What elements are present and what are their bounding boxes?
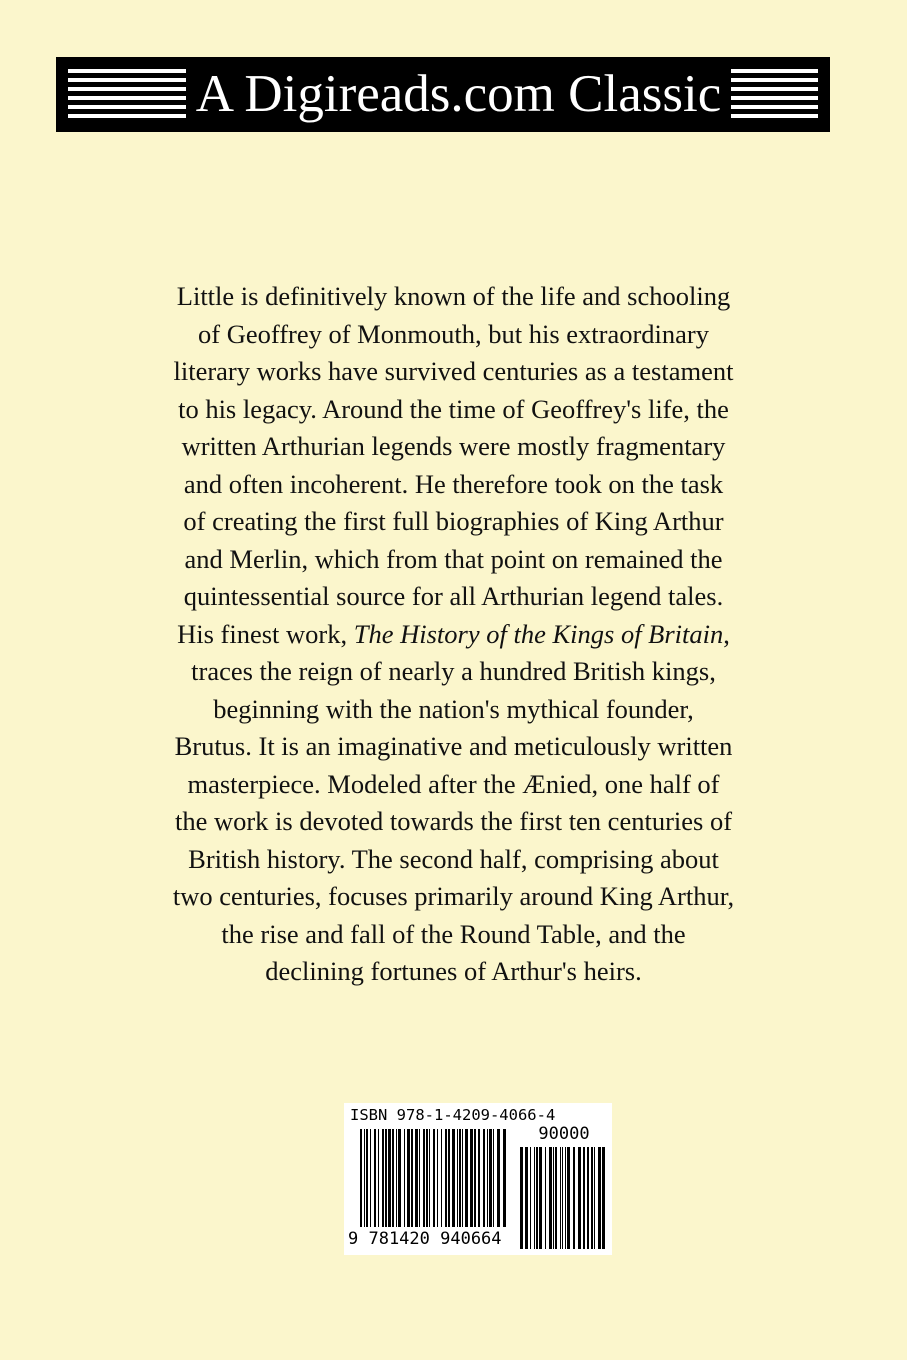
description-line: and often incoherent. He therefore took on the task bbox=[183, 468, 724, 499]
description-text: His finest work, bbox=[177, 618, 354, 649]
barcode-bar bbox=[497, 1129, 500, 1227]
description-line: masterpiece. Modeled after the Ænied, one half of bbox=[187, 768, 720, 799]
barcode-bar bbox=[539, 1147, 542, 1249]
barcode-bar bbox=[565, 1147, 566, 1249]
description-text: , bbox=[723, 618, 730, 649]
barcode-bar bbox=[419, 1129, 420, 1227]
description-line: beginning with the nation's mythical founder, bbox=[213, 693, 694, 724]
barcode-bar bbox=[587, 1147, 589, 1249]
barcode-bar bbox=[594, 1147, 595, 1249]
series-title: A Digireads.com Classic bbox=[186, 57, 731, 132]
description-line: British history. The second half, comprising about bbox=[188, 843, 719, 874]
barcode-bar bbox=[567, 1147, 570, 1249]
barcode-bar bbox=[470, 1129, 473, 1227]
description-line: the rise and fall of the Round Table, and the bbox=[221, 918, 686, 949]
barcode-bar bbox=[478, 1129, 480, 1227]
barcode-bar bbox=[415, 1129, 418, 1227]
barcode-bar bbox=[448, 1129, 450, 1227]
description-line: written Arthurian legends were mostly fragmentary bbox=[181, 431, 726, 461]
description-line: two centuries, focuses primarily around King Arthur, bbox=[172, 881, 735, 911]
barcode-bar bbox=[392, 1129, 394, 1227]
barcode-bar bbox=[536, 1147, 538, 1249]
barcode-bar bbox=[489, 1129, 492, 1227]
barcode-bar bbox=[457, 1129, 458, 1227]
barcode-bar bbox=[465, 1129, 468, 1227]
barcode-bar bbox=[429, 1129, 430, 1227]
barcode-bar bbox=[530, 1147, 531, 1249]
barcode-bar bbox=[591, 1147, 593, 1249]
description-line: declining fortunes of Arthur's heirs. bbox=[265, 956, 642, 986]
banner-stripes-left bbox=[68, 69, 186, 121]
barcode-bar bbox=[562, 1147, 563, 1249]
book-title: The History of the Kings of Britain bbox=[353, 618, 724, 649]
barcode-bar bbox=[426, 1129, 428, 1227]
barcode-bar bbox=[378, 1129, 379, 1227]
barcode-bar bbox=[364, 1129, 365, 1227]
barcode-bar bbox=[598, 1147, 601, 1249]
barcode-bar bbox=[553, 1147, 554, 1249]
series-banner bbox=[56, 57, 830, 132]
banner-stripes-right bbox=[731, 69, 818, 121]
barcode-bar bbox=[385, 1129, 387, 1227]
barcode-digits: 9 781420 940664 bbox=[348, 1229, 502, 1249]
barcode-bar bbox=[483, 1129, 485, 1227]
barcode-bar bbox=[602, 1147, 605, 1249]
isbn-barcode bbox=[344, 1103, 612, 1255]
barcode-bar bbox=[407, 1129, 410, 1227]
description-line: the work is devoted towards the first ten centuries of bbox=[174, 806, 733, 836]
barcode-bar bbox=[545, 1147, 546, 1249]
barcode-bar bbox=[437, 1129, 438, 1227]
barcode-bar bbox=[534, 1147, 535, 1249]
barcode-bar bbox=[366, 1129, 368, 1227]
barcode-bar bbox=[374, 1129, 376, 1227]
barcode-bar bbox=[560, 1147, 561, 1249]
barcode-bar bbox=[573, 1147, 575, 1249]
barcode-bar bbox=[474, 1129, 476, 1227]
description-line: of creating the first full biographies of King Arthur bbox=[183, 506, 724, 536]
barcode-bar bbox=[445, 1129, 447, 1227]
barcode-bar bbox=[360, 1129, 362, 1227]
barcode-bar bbox=[583, 1147, 585, 1249]
book-description bbox=[110, 278, 797, 991]
description-line: quintessential source for all Arthurian legend tales. bbox=[183, 581, 724, 611]
description-line: Brutus. It is an imaginative and meticulously written bbox=[174, 731, 733, 761]
barcode-bar bbox=[411, 1129, 413, 1227]
description-line: traces the reign of nearly a hundred British kings, bbox=[191, 656, 716, 686]
price-addon-number: 90000 bbox=[538, 1124, 590, 1144]
barcode-bar bbox=[404, 1129, 405, 1227]
isbn-label: ISBN 978-1-4209-4066-4 bbox=[350, 1106, 556, 1124]
barcode-bar bbox=[441, 1129, 442, 1227]
description-line: and Merlin, which from that point on remained the bbox=[184, 543, 723, 574]
barcode-bar bbox=[459, 1129, 461, 1227]
barcode-bar bbox=[388, 1129, 391, 1227]
barcode-bar bbox=[549, 1147, 552, 1249]
barcode-bar bbox=[423, 1129, 425, 1227]
barcode-bar bbox=[462, 1129, 463, 1227]
description-line: literary works have survived centuries as a testament bbox=[173, 356, 734, 386]
description-line: Little is definitively known of the life and schooling bbox=[176, 281, 731, 311]
barcode-bar bbox=[487, 1129, 488, 1227]
barcode-bar bbox=[578, 1147, 581, 1249]
barcode-bar bbox=[398, 1129, 401, 1227]
barcode-bar bbox=[493, 1129, 494, 1227]
description-line: of Geoffrey of Monmouth, but his extraordinary bbox=[198, 318, 709, 349]
description-line bbox=[110, 616, 797, 654]
barcode-bar bbox=[382, 1129, 384, 1227]
description-line: to his legacy. Around the time of Geoffrey's life, the bbox=[178, 393, 729, 424]
barcode-bar bbox=[555, 1147, 557, 1249]
barcode-bar bbox=[433, 1129, 435, 1227]
barcode-bar bbox=[370, 1129, 371, 1227]
barcode-bar bbox=[503, 1129, 506, 1227]
barcode-bar bbox=[396, 1129, 397, 1227]
barcode-bar bbox=[452, 1129, 455, 1227]
